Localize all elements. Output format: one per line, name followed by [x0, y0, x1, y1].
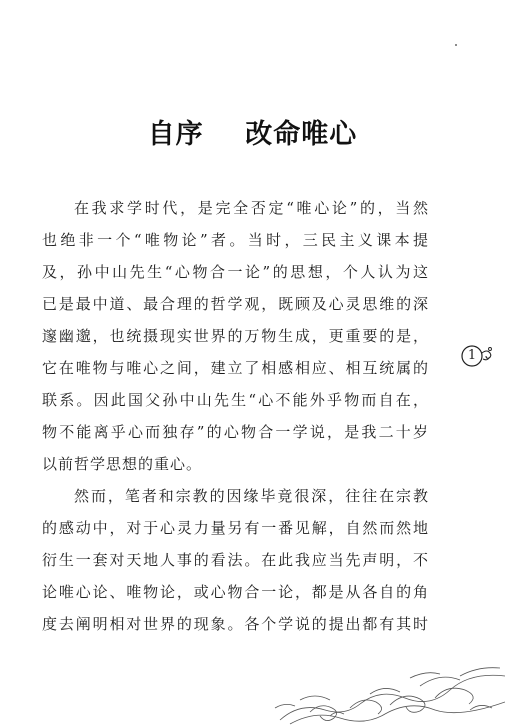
- text-line: 联系。因此国父孙中山先生“心不能外乎物而自在，: [42, 391, 428, 409]
- text-line: 物不能离乎心而独存”的心物合一学说，是我二十岁: [42, 423, 428, 441]
- text-line: 的感动中，对于心灵力量另有一番见解，自然而然地: [42, 519, 428, 537]
- text-line: 邃幽邈，也统摄现实世界的万物生成，更重要的是，: [42, 327, 428, 345]
- body-text: [42, 192, 428, 640]
- text-line: 以前哲学思想的重心。: [42, 455, 203, 473]
- chapter-title: 自序 改命唯心: [147, 119, 358, 150]
- text-line: 度去阐明相对世界的现象。各个学说的提出都有其时: [42, 615, 428, 633]
- text-line: 衍生一套对天地人事的看法。在此我应当先声明，不: [42, 551, 428, 569]
- text-line: 然而，笔者和宗教的因缘毕竟很深，往往在宗教: [74, 487, 428, 505]
- wave-ornament-icon: [270, 650, 505, 725]
- text-line: 论唯心论、唯物论，或心物合一论，都是从各自的角: [42, 583, 428, 601]
- page-number-badge: [461, 341, 495, 371]
- text-line: 也绝非一个“唯物论”者。当时，三民主义课本提: [42, 231, 428, 249]
- text-line: 在我求学时代，是完全否定“唯心论”的，当然: [74, 199, 428, 217]
- page-number: 1: [467, 348, 477, 363]
- text-line: 它在唯物与唯心之间，建立了相感相应、相互统属的: [42, 359, 428, 377]
- page-speck: [455, 44, 457, 46]
- text-line: 及，孙中山先生“心物合一论”的思想，个人认为这: [42, 263, 428, 281]
- text-line: 已是最中道、最合理的哲学观，既顾及心灵思维的深: [42, 295, 428, 313]
